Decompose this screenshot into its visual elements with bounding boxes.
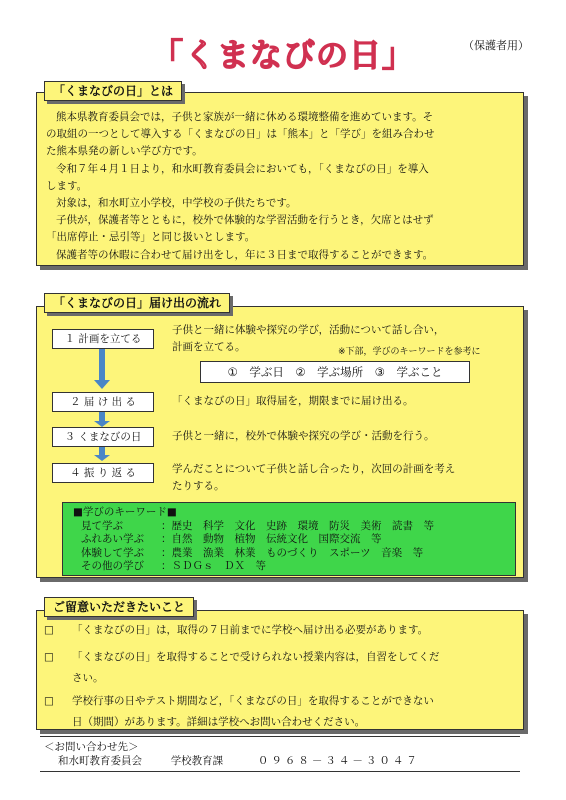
keys-box: ① 学ぶ日 ② 学ぶ場所 ③ 学ぶこと [200,361,470,383]
note-item [44,691,514,733]
intro-line: の取組の一つとして導入する「くまなびの日」は「熊本」と「学び」を組み合わせ [46,128,435,141]
contact-top-rule [40,736,520,737]
step-3-label: ３ くまなびの日 [52,427,154,447]
intro-line: 令和７年４月１日より，和水町教育委員会においても，「くまなびの日」を導入 [56,162,429,175]
intro-heading: 「くまなびの日」とは [44,81,182,101]
keyword-values: ：ＳＤＧｓ ＤＸ 等 [161,560,266,572]
contact-dept: 学校教育課 [170,755,224,767]
keywords-box [62,502,516,576]
note-line: さい。 [72,672,104,684]
page-title: 「くまなびの日」 [150,36,415,74]
keyword-category: ふれあい学ぶ [81,533,144,545]
intro-line: た熊本県発の新しい学び方です。 [46,145,203,158]
step-text-line: たりする。 [172,480,225,492]
step-text-line: 計画を立てる。 [172,341,246,353]
note-item [44,647,514,689]
intro-line: 熊本県教育委員会では，子供と家族が一緒に休める環境整備を進めています。そ [56,111,434,123]
intro-text [46,109,520,264]
notes-heading: ご留意いただきたいこと [44,597,194,617]
step-1-note: ※下部，学びのキーワードを参考に [338,347,481,357]
step-2-text: 「くまなびの日」取得届を，期限までに届け出る。 [172,395,414,407]
keyword-values: ：自然 動物 植物 伝統文化 国際交流 等 [161,533,382,545]
step-text-line: 子供と一緒に体験や探究の学び，活動について話し合い， [172,324,445,336]
flow-arrow-line [99,348,105,380]
checkbox-square-icon: □ [44,651,54,663]
keywords-title: ■学びのキーワード■ [73,506,177,518]
note-line: 「くまなびの日」は，取得の７日前までに学校へ届け出る必要があります。 [72,624,429,636]
keyword-category: その他の学び [81,560,144,572]
keyword-category: 体験して学ぶ [81,546,144,559]
contact-bottom-rule [40,771,520,772]
intro-line: 「出席停止・忌引等」と同じ扱いとします。 [46,231,256,244]
note-line: 日（期間）があります。詳細は学校へお問い合わせください。 [72,716,366,728]
step-1-label: １ 計画を立てる [52,329,154,349]
keyword-category: 見て学ぶ [81,519,123,532]
keyword-row [63,533,515,547]
intro-line: 対象は，和水町立小学校，中学校の子供たちです。 [56,197,297,210]
step-3-text: 子供と一緒に，校外で体験や探究の学び・活動を行う。 [172,430,435,442]
notes-list [44,620,514,733]
intro-line: 子供が，保護者等とともに，校外で体験的な学習活動を行うとき，欠席とはせず [56,214,434,227]
intro-line: 保護者等の休暇に合わせて届け出をし，年に３日まで取得することができます。 [56,248,434,261]
note-line: 学校行事の日やテスト期間など，「くまなびの日」を取得することができない [72,695,434,707]
checkbox-square-icon: □ [44,624,54,636]
note-item [44,620,514,641]
arrow-down-icon [94,380,110,389]
note-line: 「くまなびの日」を取得することで受けられない授業内容は，自習をしてくだ [72,651,440,663]
step-text-line: 学んだことについて子供と話し合ったり，次回の計画を考え [172,463,456,475]
contact-label: ＜お問い合わせ先＞ [44,741,139,753]
keyword-values: ：農業 漁業 林業 ものづくり スポーツ 音楽 等 [161,546,424,559]
checkbox-square-icon: □ [44,695,54,707]
step-4-label: ４ 振 り 返 る [52,463,154,483]
keyword-row [63,520,515,534]
contact-block [44,740,420,768]
keyword-row [63,560,515,574]
contact-org: 和水町教育委員会 [58,755,142,767]
keyword-values: ：歴史 科学 文化 史跡 環境 防災 美術 読書 等 [161,519,434,532]
flow-heading: 「くまなびの日」届け出の流れ [44,293,230,313]
keyword-row [63,547,515,561]
arrow-down-icon [94,455,110,461]
audience-label: （保護者用） [463,39,529,52]
step-2-label: ２ 届 け 出 る [52,392,154,412]
contact-line [44,754,420,768]
step-4-text [172,461,512,495]
contact-phone: ０９６８－３４－３０４７ [257,755,420,767]
intro-line: します。 [46,179,88,192]
